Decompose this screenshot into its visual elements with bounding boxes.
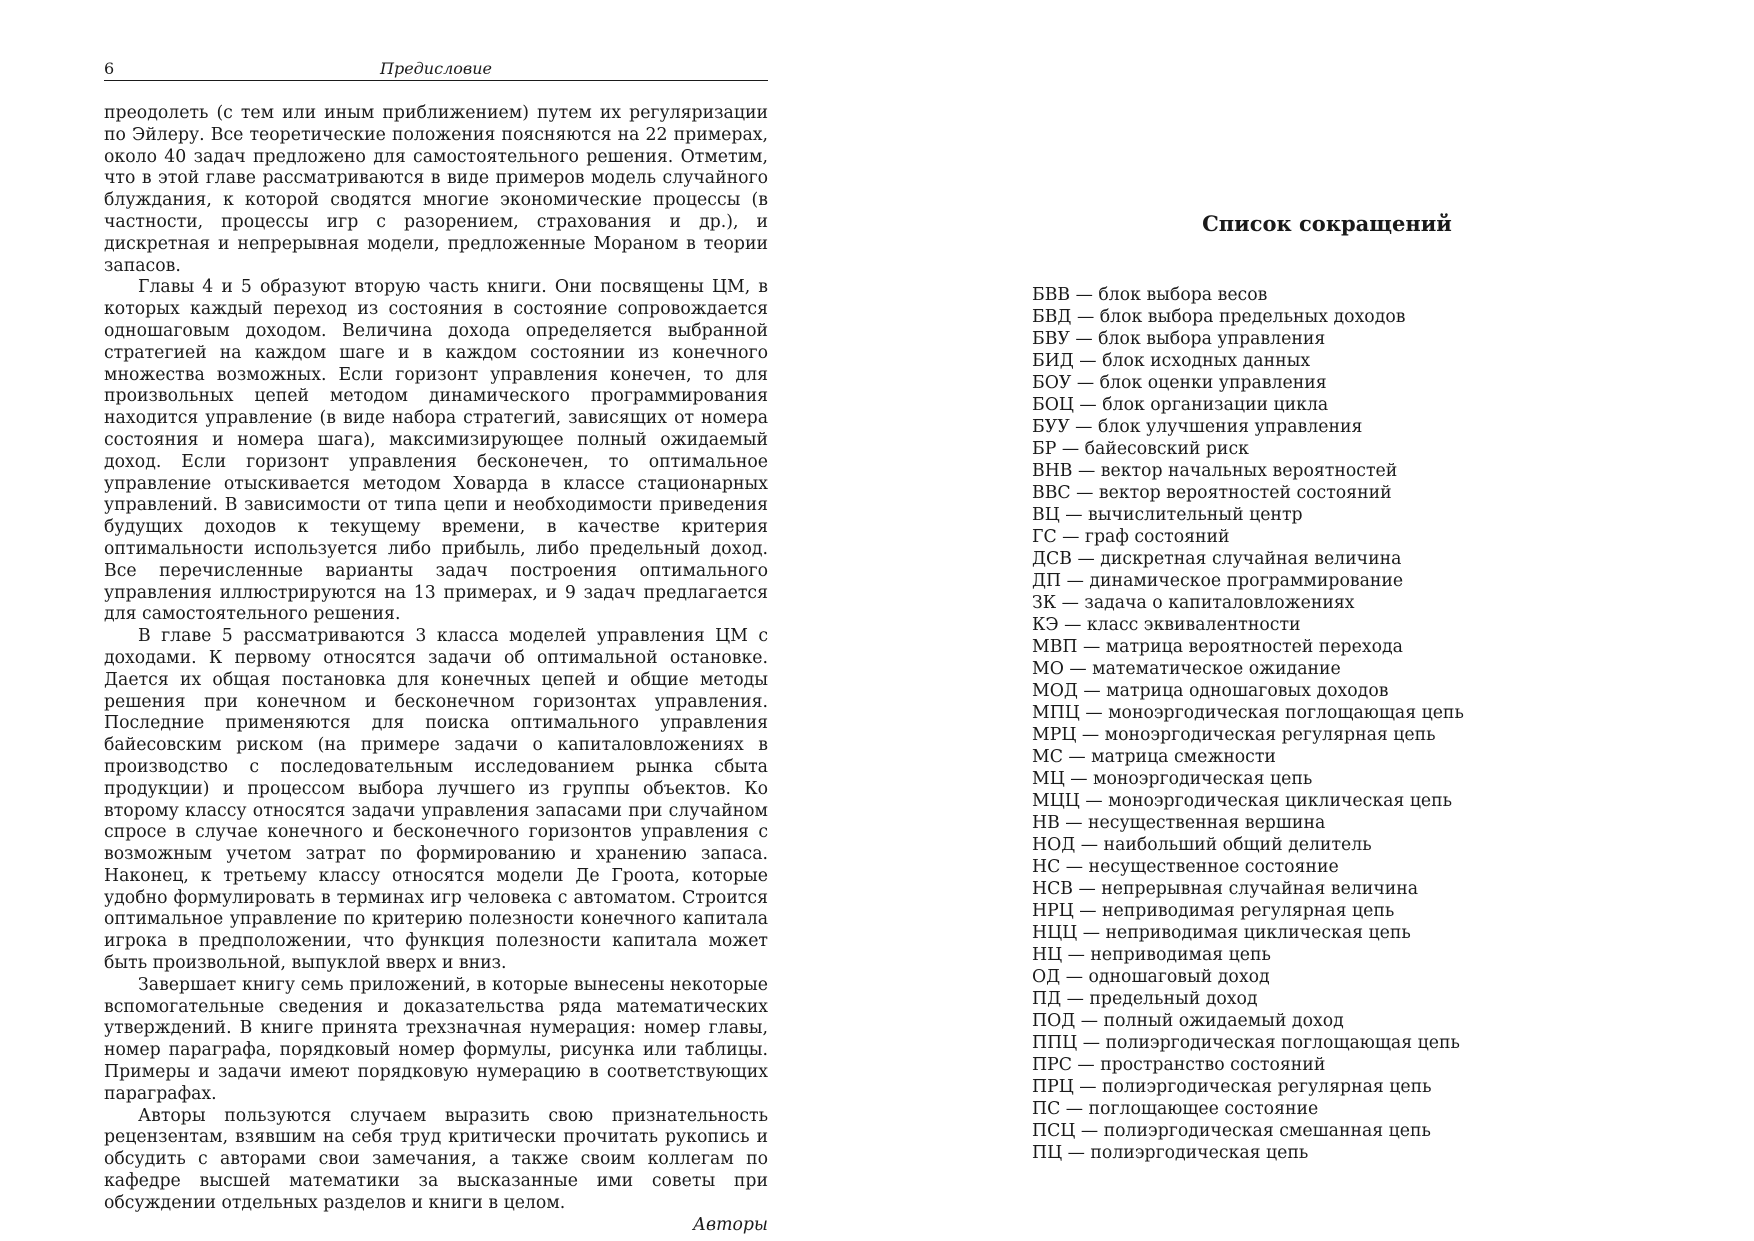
- running-head: [104, 58, 768, 81]
- abbreviation-item: МПЦ — моноэргодическая поглощающая цепь: [1032, 703, 1464, 723]
- abbreviation-item: БВД — блок выбора предельных доходов: [1032, 307, 1406, 327]
- abbreviation-item: ПСЦ — полиэргодическая смешанная цепь: [1032, 1121, 1431, 1141]
- abbreviation-item: МЦЦ — моноэргодическая циклическая цепь: [1032, 791, 1453, 811]
- abbreviation-item: ДП — динамическое программирование: [1032, 571, 1404, 591]
- abbreviations-title: Список сокращений: [1202, 211, 1452, 236]
- abbreviation-item: ОД — одношаговый доход: [1032, 967, 1270, 987]
- abbreviation-item: БВВ — блок выбора весов: [1032, 285, 1268, 305]
- abbreviation-item: БОЦ — блок организации цикла: [1032, 395, 1329, 415]
- abbreviation-item: НСВ — непрерывная случайная величина: [1032, 879, 1419, 899]
- abbreviation-item: ППЦ — полиэргодическая поглощающая цепь: [1032, 1033, 1460, 1053]
- abbreviation-item: НЦ — неприводимая цепь: [1032, 945, 1271, 965]
- abbreviation-item: НС — несущественное состояние: [1032, 857, 1339, 877]
- abbreviation-item: ВЦ — вычислительный центр: [1032, 505, 1303, 525]
- abbreviation-item: МВП — матрица вероятностей перехода: [1032, 637, 1403, 657]
- abbreviation-item: БУУ — блок улучшения управления: [1032, 417, 1363, 437]
- running-title: Предисловие: [380, 59, 492, 78]
- abbreviation-item: ПС — поглощающее состояние: [1032, 1099, 1319, 1119]
- abbreviation-item: НЦЦ — неприводимая циклическая цепь: [1032, 923, 1411, 943]
- abbreviation-item: ПОД — полный ожидаемый доход: [1032, 1011, 1344, 1031]
- abbreviation-item: НРЦ — неприводимая регулярная цепь: [1032, 901, 1395, 921]
- abbreviation-item: БИД — блок исходных данных: [1032, 351, 1311, 371]
- paragraph: В главе 5 рассматриваются 3 класса моделей управления ЦМ с доходами. К первому относятся задачи об оптимальной остановке. Дается их общая постановка для конечных цепей и общие методы решения при конечном и бесконечном горизонтах управления. Последние применяются для поиска оптимального управления байесовским риском (на примере задачи о капиталовложениях в производство с последовательным исследованием рынка сбыта продукции) и процессом выбора лучшего из группы объектов. Ко второму классу относятся задачи управления запасами при случайном спросе в случае конечного и бесконечного горизонтов управления с возможным учетом затрат по формированию и хранению запаса. Наконец, к третьему классу относятся модели Де Гроота, которые удобно формулировать в терминах игр человека с автоматом. Строится оптимальное управление по критерию полезности конечного капитала игрока в предположении, что функция полезности капитала может быть произвольной, выпуклой вверх и вниз.: [104, 626, 768, 974]
- abbreviations-list: [1032, 284, 1464, 1164]
- paragraph: Авторы пользуются случаем выразить свою признательность рецензентам, взявшим на себя труд критически прочитать рукопись и обсудить с авторами свои замечания, а также своим коллегам по кафедре высшей математики за высказанные ими советы при обсуждении отдельных разделов и книги в целом.: [104, 1105, 768, 1213]
- abbreviation-item: ПД — предельный доход: [1032, 989, 1258, 1009]
- abbreviation-item: ВВС — вектор вероятностей состояний: [1032, 483, 1392, 503]
- abbreviation-item: МО — математическое ожидание: [1032, 659, 1341, 679]
- abbreviation-item: БВУ — блок выбора управления: [1032, 329, 1326, 349]
- page-number: 6: [104, 59, 115, 78]
- abbreviation-item: МС — матрица смежности: [1032, 747, 1276, 767]
- paragraph: Главы 4 и 5 образуют вторую часть книги. Они посвящены ЦМ, в которых каждый переход из состояния в состояние сопровождается одношаговым доходом. Величина дохода определяется выбранной стратегией на каждом шаге и в каждом состоянии из конечного множества возможных. Если горизонт управления конечен, то для произвольных цепей методом динамического программирования находится управление (в виде набора стратегий, зависящих от номера состояния и номера шага), максимизирующее полный ожидаемый доход. Если горизонт управления бесконечен, то оптимальное управление отыскивается методом Ховарда в классе стационарных управлений. В зависимости от типа цепи и необходимости приведения будущих доходов к текущему времени, в качестве критерия оптимальности используется либо прибыль, либо предельный доход. Все перечисленные варианты задач построения оптимального управления иллюстрируются на 13 примерах, и 9 задач предлагается для самостоятельного решения.: [104, 277, 768, 625]
- abbreviation-item: МРЦ — моноэргодическая регулярная цепь: [1032, 725, 1436, 745]
- abbreviation-item: КЭ — класс эквивалентности: [1032, 615, 1301, 635]
- preface-body: [104, 103, 768, 1215]
- abbreviation-item: НВ — несущественная вершина: [1032, 813, 1326, 833]
- abbreviation-item: БОУ — блок оценки управления: [1032, 373, 1327, 393]
- abbreviation-item: ЗК — задача о капиталовложениях: [1032, 593, 1355, 613]
- abbreviation-item: ДСВ — дискретная случайная величина: [1032, 549, 1402, 569]
- abbreviation-item: ГС — граф состояний: [1032, 527, 1230, 547]
- abbreviation-item: БР — байесовский риск: [1032, 439, 1249, 459]
- abbreviation-item: ВНВ — вектор начальных вероятностей: [1032, 461, 1398, 481]
- paragraph: Завершает книгу семь приложений, в которые вынесены некоторые вспомогательные сведения и доказательства ряда математических утверждений. В книге принята трехзначная нумерация: номер главы, номер параграфа, порядковый номер формулы, рисунка или таблицы. Примеры и задачи имеют порядковую нумерацию в соответствующих параграфах.: [104, 974, 768, 1104]
- abbreviation-item: ПРЦ — полиэргодическая регулярная цепь: [1032, 1077, 1432, 1097]
- abbreviation-item: МОД — матрица одношаговых доходов: [1032, 681, 1389, 701]
- signature: Авторы: [692, 1214, 768, 1235]
- abbreviation-item: ПЦ — полиэргодическая цепь: [1032, 1143, 1309, 1163]
- abbreviation-item: НОД — наибольший общий делитель: [1032, 835, 1372, 855]
- paragraph: преодолеть (с тем или иным приближением) путем их регуляризации по Эйлеру. Все теоретические положения поясняются на 22 примерах, около 40 задач предложено для самостоятельного решения. Отметим, что в этой главе рассматриваются в виде примеров модель случайного блуждания, к которой сводятся многие экономические процессы (в частности, процессы игр с разорением, страхования и др.), и дискретная и непрерывная модели, предложенные Мораном в теории запасов.: [104, 103, 768, 276]
- abbreviation-item: МЦ — моноэргодическая цепь: [1032, 769, 1313, 789]
- left-page: [104, 58, 768, 1236]
- abbreviation-item: ПРС — пространство состояний: [1032, 1055, 1326, 1075]
